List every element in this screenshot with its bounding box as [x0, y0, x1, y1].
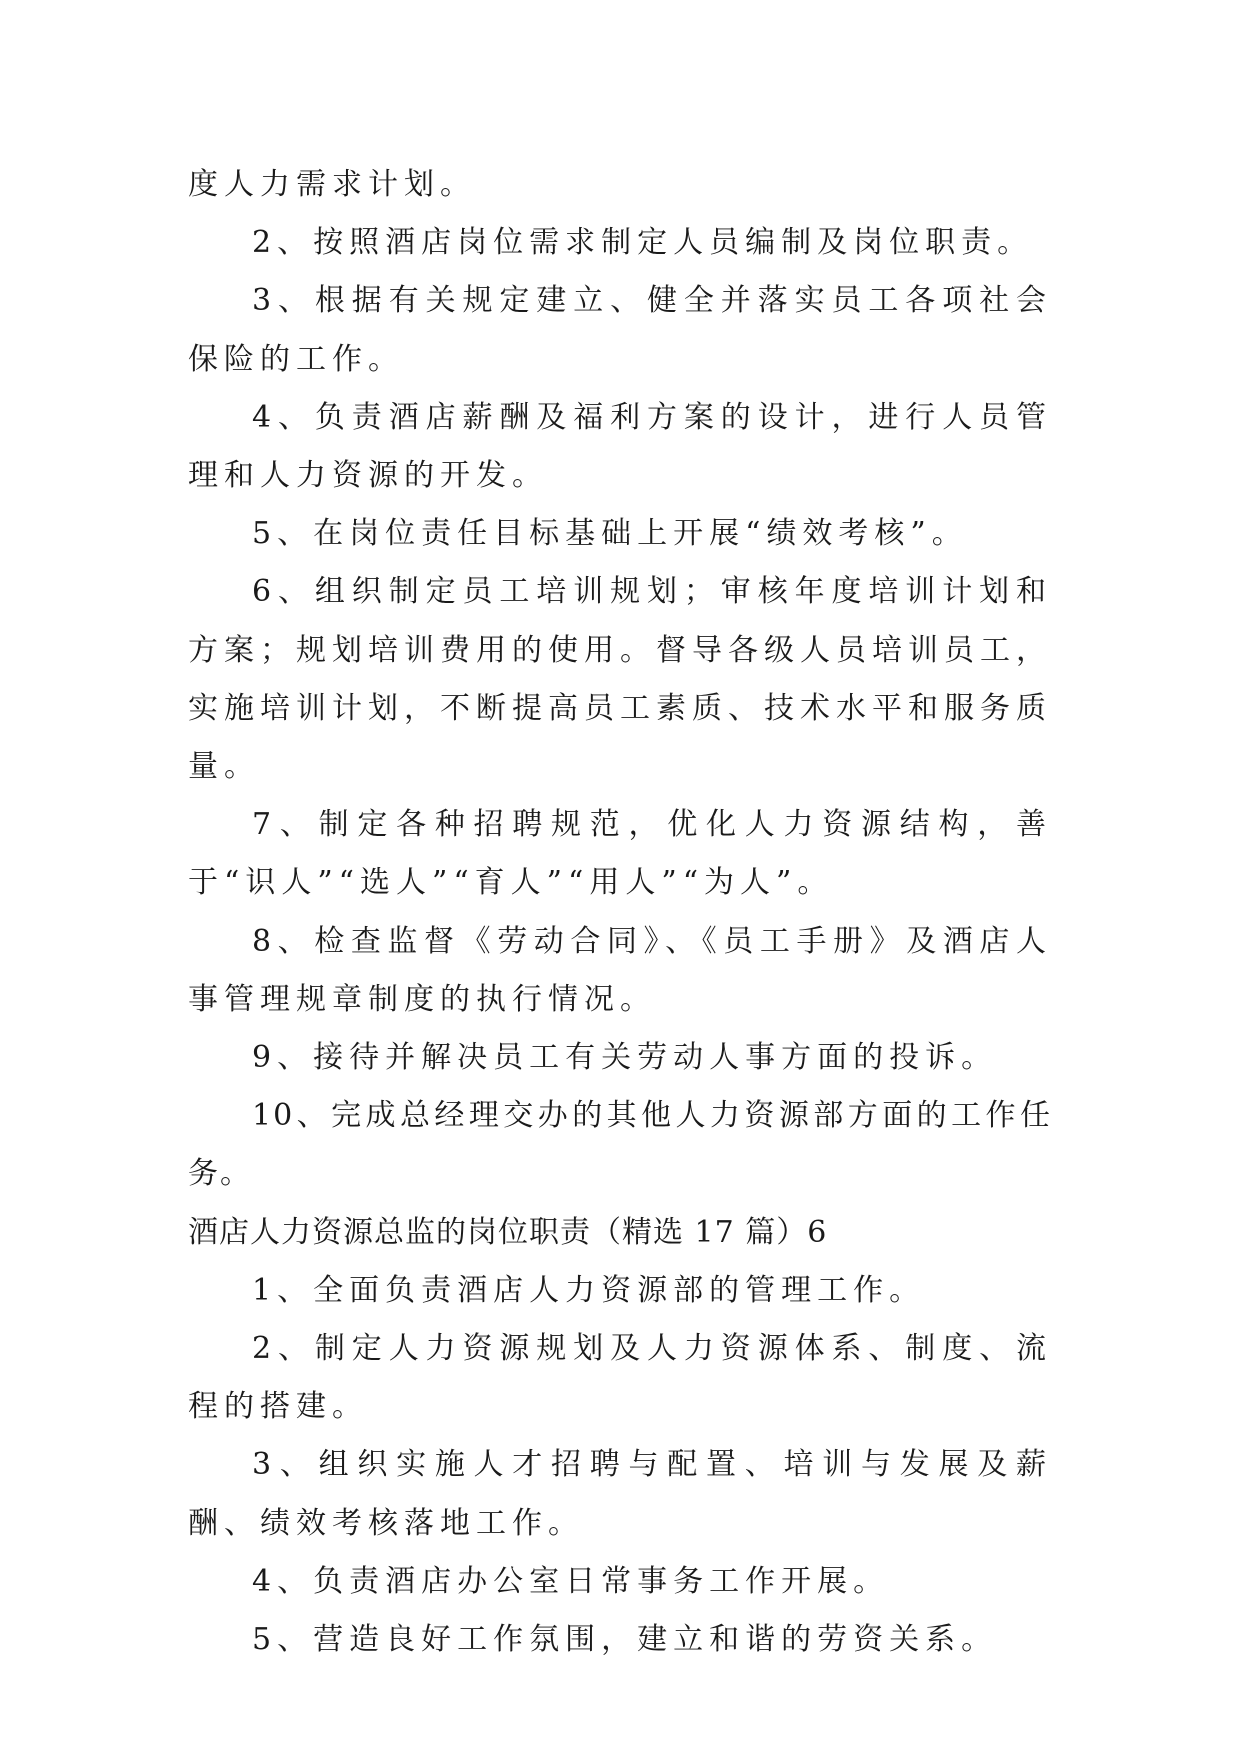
paragraph-item-10: 10、完成总经理交办的其他人力资源部方面的工作任务。: [188, 1098, 1052, 1192]
paragraph-item-9: 9、接待并解决员工有关劳动人事方面的投诉。: [252, 1040, 998, 1076]
paragraph-item-8: 8、检查监督《劳动合同》、《员工手册》及酒店人事管理规章制度的执行情况。: [188, 923, 1052, 1017]
paragraph-item-4: 4、负责酒店薪酬及福利方案的设计，进行人员管理和人力资源的开发。: [188, 399, 1052, 494]
paragraph-continuation: 度人力需求计划。: [188, 167, 476, 202]
paragraph-item-3: 3、根据有关规定建立、健全并落实员工各项社会保险的工作。: [188, 283, 1052, 377]
document-body: [188, 156, 1052, 1669]
section-item-2: 2、制定人力资源规划及人力资源体系、制度、流程的搭建。: [188, 1331, 1052, 1425]
section-item-5: 5、营造良好工作氛围，建立和谐的劳资关系。: [252, 1622, 998, 1658]
section-item-4: 4、负责酒店办公室日常事务工作开展。: [252, 1563, 890, 1599]
paragraph-item-5: 5、在岗位责任目标基础上开展“绩效考核”。: [252, 516, 968, 552]
section-title: 酒店人力资源总监的岗位职责（精选 17 篇）6: [188, 1214, 828, 1250]
section-item-3: 3、组织实施人才招聘与配置、培训与发展及薪酬、绩效考核落地工作。: [188, 1447, 1052, 1541]
section-item-1: 1、全面负责酒店人力资源部的管理工作。: [252, 1272, 926, 1308]
paragraph-item-2: 2、按照酒店岗位需求制定人员编制及岗位职责。: [252, 225, 1034, 261]
paragraph-item-7: 7、制定各种招聘规范，优化人力资源结构，善于“识人”“选人”“育人”“用人”“为人”。: [188, 807, 1052, 901]
paragraph-item-6: 6、组织制定员工培训规划；审核年度培训计划和方案；规划培训费用的使用。督导各级人员培训员工，实施培训计划，不断提高员工素质、技术水平和服务质量。: [188, 574, 1052, 785]
